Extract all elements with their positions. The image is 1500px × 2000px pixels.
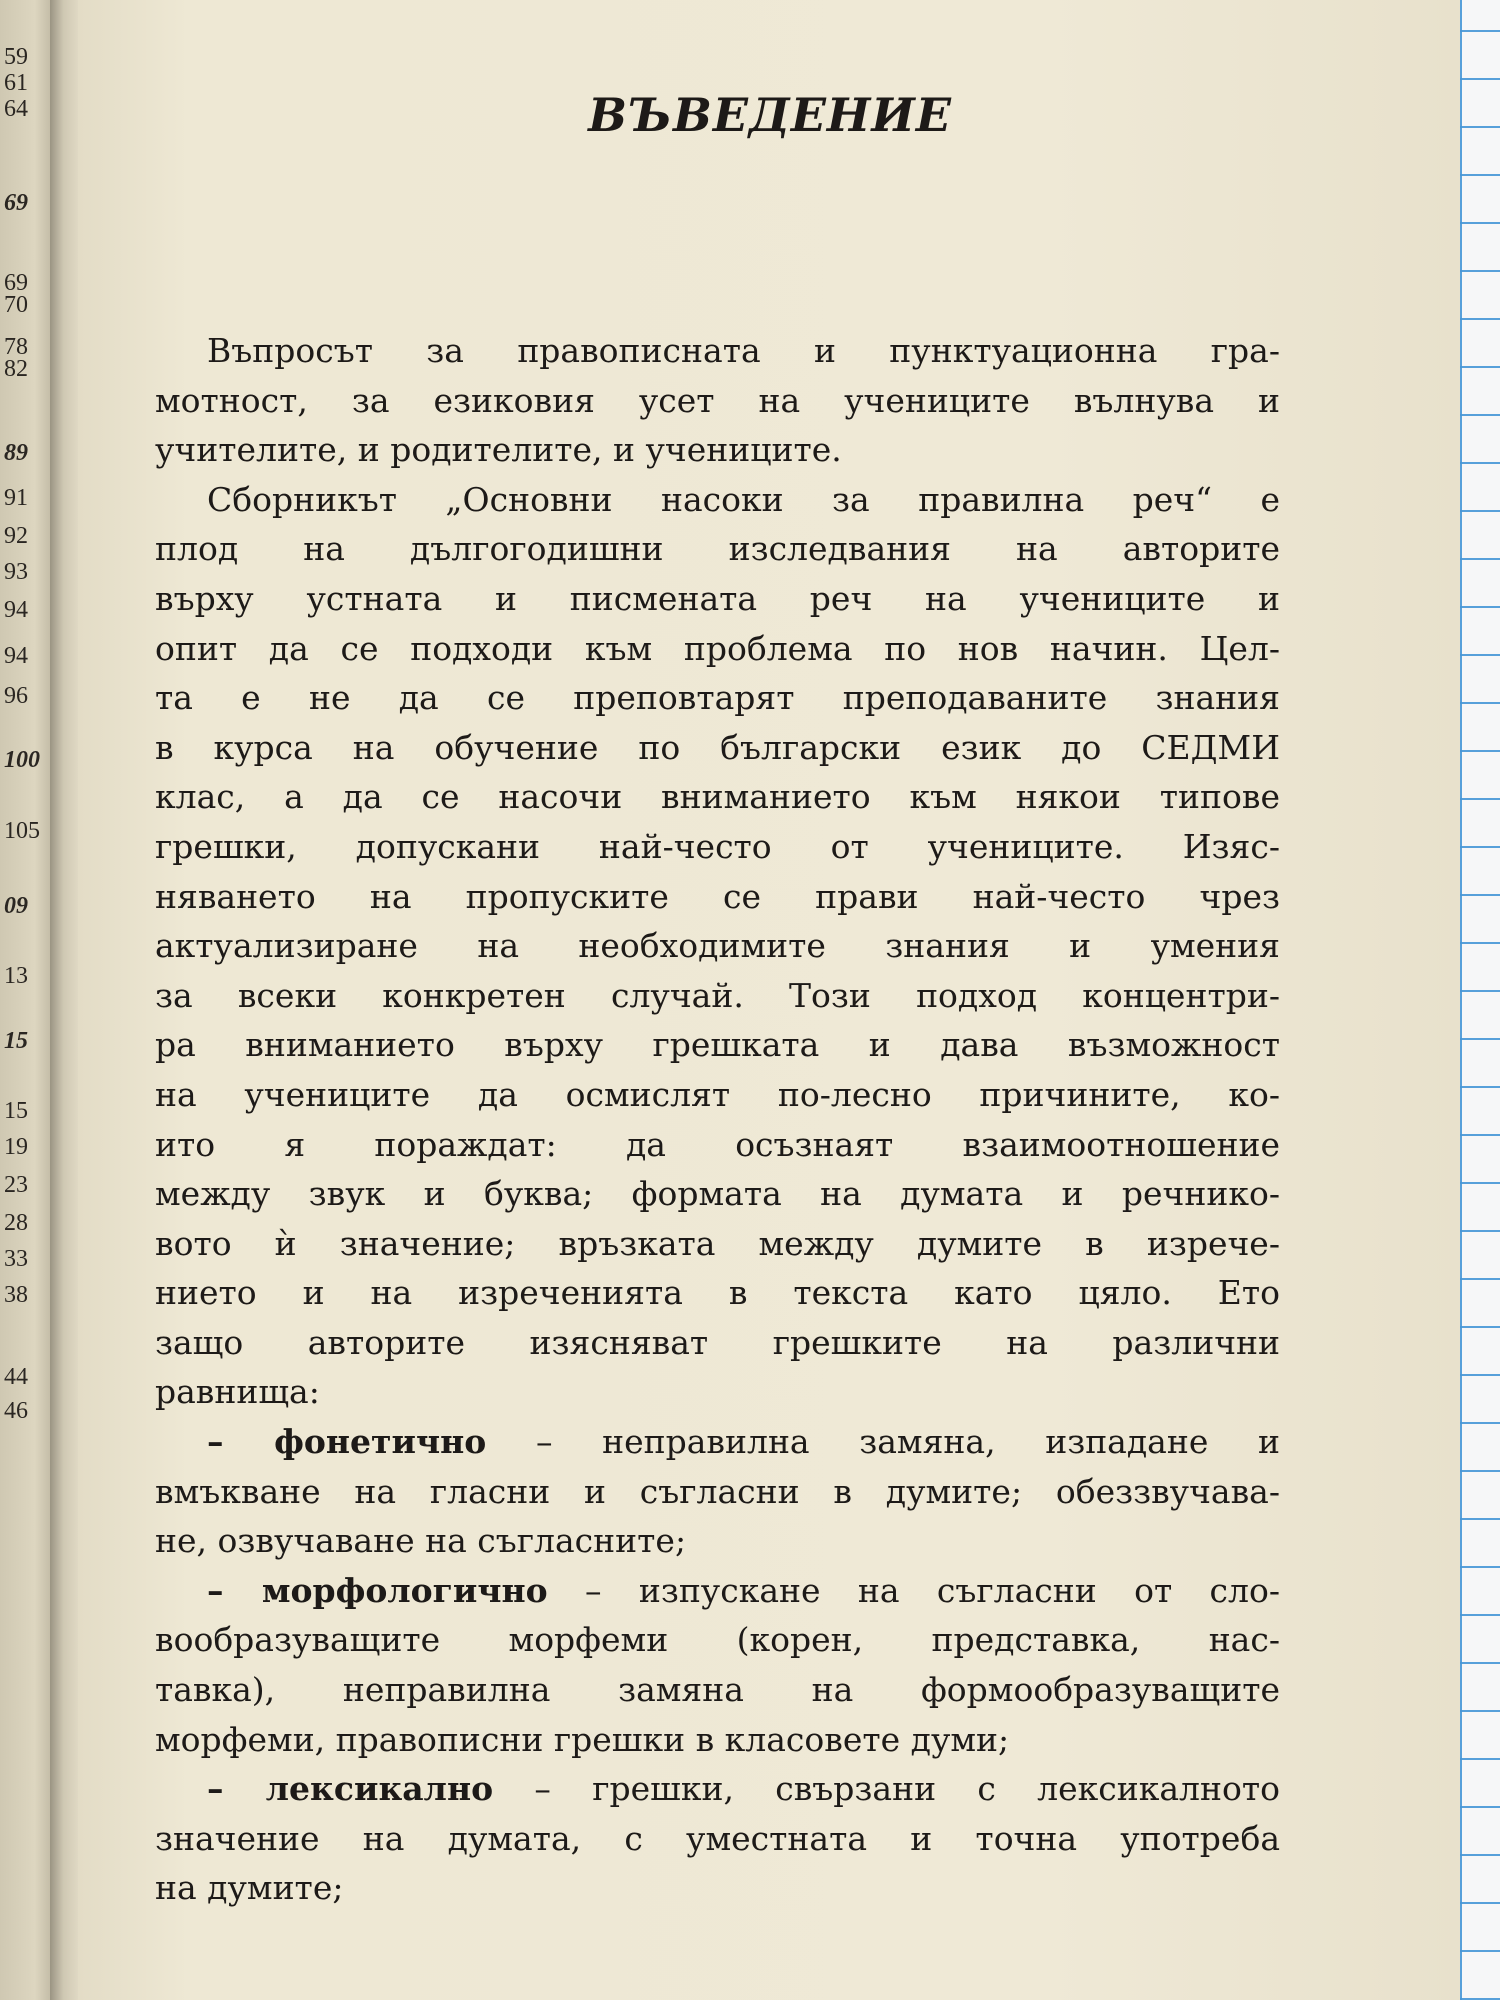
term-heading: – фонетично <box>207 1422 487 1462</box>
body-text <box>155 326 1280 1913</box>
text-line: вообразуващите морфеми (корен, представка, нас- <box>155 1620 1280 1660</box>
term-description: – изпускане на съгласни от сло- <box>547 1570 1280 1610</box>
text-line: върху устната и писмената реч на учениците и <box>155 578 1280 618</box>
left-page-number: 28 <box>4 1210 28 1236</box>
left-page-number: 91 <box>4 485 28 511</box>
term-heading: – морфологично <box>207 1570 548 1610</box>
text-line: в курса на обучение по български език до СЕДМИ <box>155 727 1280 767</box>
left-page-number: 96 <box>4 683 28 709</box>
text-line: ра вниманието върху грешката и дава възможност <box>155 1025 1280 1065</box>
left-page-number: 92 <box>4 523 28 549</box>
left-page-number: 46 <box>4 1398 28 1424</box>
text-line: не, озвучаване на съгласните; <box>155 1521 687 1561</box>
left-page-number: 33 <box>4 1246 28 1272</box>
text-line: на учениците да осмислят по-лесно причините, ко- <box>155 1074 1280 1114</box>
left-page-number: 100 <box>4 747 40 773</box>
term-description: – неправилна замяна, изпадане и <box>486 1422 1281 1462</box>
left-page-number: 64 <box>4 96 28 122</box>
text-line: плод на дългогодишни изследвания на авторите <box>155 529 1280 569</box>
left-page-number: 13 <box>4 963 28 989</box>
left-page-number: 69 <box>4 270 28 296</box>
text-line: няването на пропуските се прави най-често чрез <box>155 876 1280 916</box>
text-line: вмъкване на гласни и съгласни в думите; обеззвучава- <box>155 1471 1280 1511</box>
text-line: вото ѝ значение; връзката между думите в изрече- <box>155 1223 1280 1263</box>
text-line: нието и на изреченията в текста като цяло. Ето <box>155 1273 1280 1313</box>
text-line <box>155 1764 1280 1814</box>
text-line: тавка), неправилна замяна на формообразуващите <box>155 1670 1280 1710</box>
text-line: защо авторите изясняват грешките на различни <box>155 1322 1280 1362</box>
text-line: на думите; <box>155 1868 344 1908</box>
left-page-number: 94 <box>4 597 28 623</box>
left-page-number: 59 <box>4 44 28 70</box>
term-heading: – лексикално <box>207 1769 494 1809</box>
text-line: за всеки конкретен случай. Този подход концентри- <box>155 975 1280 1015</box>
left-page-number: 61 <box>4 70 28 96</box>
text-line: учителите, и родителите, и учениците. <box>155 430 842 470</box>
text-line: морфеми, правописни грешки в класовете думи; <box>155 1719 1010 1759</box>
left-page-number: 38 <box>4 1282 28 1308</box>
text-line: мотност, за езиковия усет на учениците вълнува и <box>155 380 1280 420</box>
left-page-number: 70 <box>4 292 28 318</box>
left-page-number: 09 <box>4 893 28 919</box>
left-page-number: 15 <box>4 1028 28 1054</box>
grid-paper-edge <box>1460 0 1500 2000</box>
text-line <box>155 1566 1280 1616</box>
text-line: значение на думата, с уместната и точна употреба <box>155 1818 1280 1858</box>
left-page-number: 94 <box>4 643 28 669</box>
left-page-number: 78 <box>4 334 28 360</box>
left-page-number: 89 <box>4 440 28 466</box>
left-page-number: 105 <box>4 818 40 844</box>
left-page-number: 69 <box>4 190 28 216</box>
text-line <box>155 1417 1280 1467</box>
left-page-number: 44 <box>4 1364 28 1390</box>
left-page-number: 23 <box>4 1172 28 1198</box>
text-line: та е не да се преповтарят преподаваните знания <box>155 678 1280 718</box>
left-page-number: 93 <box>4 559 28 585</box>
text-line: Сборникът „Основни насоки за правилна реч“ е <box>207 479 1280 519</box>
term-description: – грешки, свързани с лексикалното <box>493 1769 1280 1809</box>
text-line: клас, а да се насочи вниманието към някои типове <box>155 777 1280 817</box>
left-page-number: 82 <box>4 356 28 382</box>
text-line: ито я пораждат: да осъзнаят взаимоотношение <box>155 1124 1280 1164</box>
page-title: ВЪВЕДЕНИЕ <box>588 88 952 142</box>
text-line: Въпросът за правописната и пунктуационна гра- <box>207 331 1280 370</box>
left-page-number: 19 <box>4 1134 28 1160</box>
left-page-number: 15 <box>4 1098 28 1124</box>
text-line: равнища: <box>155 1372 320 1412</box>
text-line: актуализиране на необходимите знания и умения <box>155 926 1280 966</box>
text-line: опит да се подходи към проблема по нов начин. Цел- <box>155 628 1280 668</box>
text-line: грешки, допускани най-често от учениците. Изяс- <box>155 826 1280 866</box>
text-line: между звук и буква; формата на думата и речнико- <box>155 1174 1280 1214</box>
